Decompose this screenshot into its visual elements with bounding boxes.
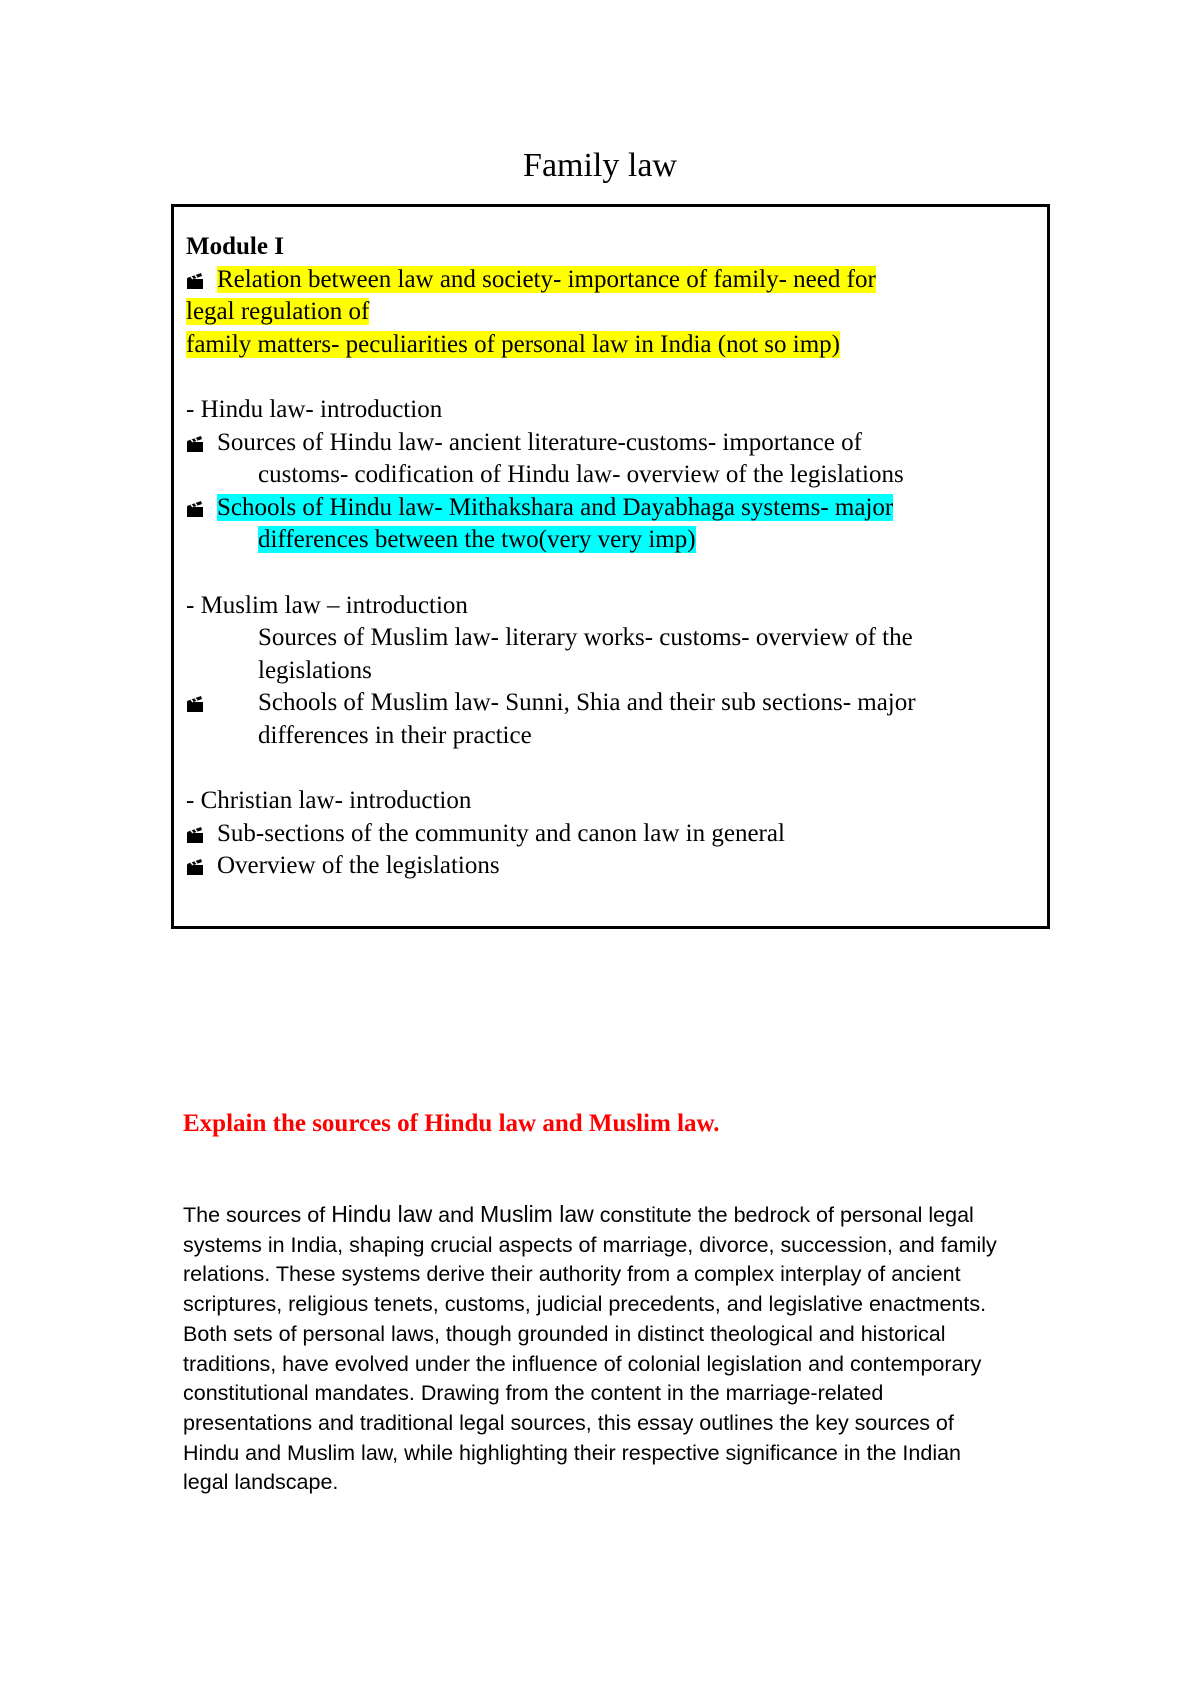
muslim-item-1-line-2: legislations (258, 656, 372, 684)
intro-line-1 (186, 264, 1035, 297)
question-heading: Explain the sources of Hindu law and Muslim law. (183, 1110, 720, 1137)
muslim-item-2-line-2: differences in their practice (258, 721, 532, 749)
spacer (186, 557, 1035, 590)
hindu-item-1-line-2: customs- codification of Hindu law- overview of the legislations (258, 461, 904, 489)
clapperboard-icon (186, 851, 217, 884)
essay-paragraph (183, 1200, 1063, 1498)
essay-line: legal landscape. (183, 1470, 339, 1495)
christian-item-1: Sub-sections of the community and canon law in general (186, 818, 1035, 851)
hindu-item-2-line-1: Schools of Hindu law- Mithakshara and Dayabhaga systems- major (186, 492, 1035, 525)
clapperboard-icon (186, 819, 217, 852)
hindu-item-1-line-1: Sources of Hindu law- ancient literature-customs- importance of (186, 427, 1035, 460)
spacer (186, 361, 1035, 394)
clapperboard-icon (186, 688, 217, 721)
muslim-heading: - Muslim law – introduction (186, 591, 468, 619)
muslim-item-1-line-1: Sources of Muslim law- literary works- customs- overview of the (258, 624, 913, 652)
syllabus-box (171, 204, 1050, 929)
syllabus-content (186, 231, 1035, 883)
intro-line-2: legal regulation of (186, 298, 370, 326)
muslim-item-2-line-1: Schools of Muslim law- Sunni, Shia and their sub sections- major (186, 687, 1035, 720)
christian-heading: - Christian law- introduction (186, 787, 472, 815)
christian-item-2: Overview of the legislations (186, 850, 1035, 883)
clapperboard-icon (186, 428, 217, 461)
essay-line: traditions, have evolved under the influence of colonial legislation and contemporary (183, 1351, 982, 1376)
spacer (186, 753, 1035, 786)
intro-text-1: Relation between law and society- importance of family- need for (217, 265, 876, 293)
module-heading: Module I (186, 233, 284, 260)
hindu-item-2-line-2: differences between the two(very very imp) (258, 526, 696, 554)
essay-line: systems in India, shaping crucial aspects of marriage, divorce, succession, and family (183, 1232, 997, 1257)
essay-line: constitutional mandates. Drawing from the content in the marriage-related (183, 1381, 884, 1406)
intro-line-3: family matters- peculiarities of personal law in India (not so imp) (186, 330, 840, 358)
essay-line: The sources of Hindu law and Muslim law constitute the bedrock of personal legal (183, 1201, 974, 1227)
page-title: Family law (523, 147, 677, 184)
essay-line: relations. These systems derive their authority from a complex interplay of ancient (183, 1262, 961, 1287)
essay-line: Hindu and Muslim law, while highlighting their respective significance in the Indian (183, 1440, 962, 1465)
clapperboard-icon (186, 265, 217, 298)
essay-line: Both sets of personal laws, though grounded in distinct theological and historical (183, 1321, 946, 1346)
essay-line: scriptures, religious tenets, customs, judicial precedents, and legislative enactments. (183, 1292, 987, 1317)
hindu-heading: - Hindu law- introduction (186, 395, 443, 423)
essay-line: presentations and traditional legal sources, this essay outlines the key sources of (183, 1410, 954, 1435)
clapperboard-icon (186, 493, 217, 526)
